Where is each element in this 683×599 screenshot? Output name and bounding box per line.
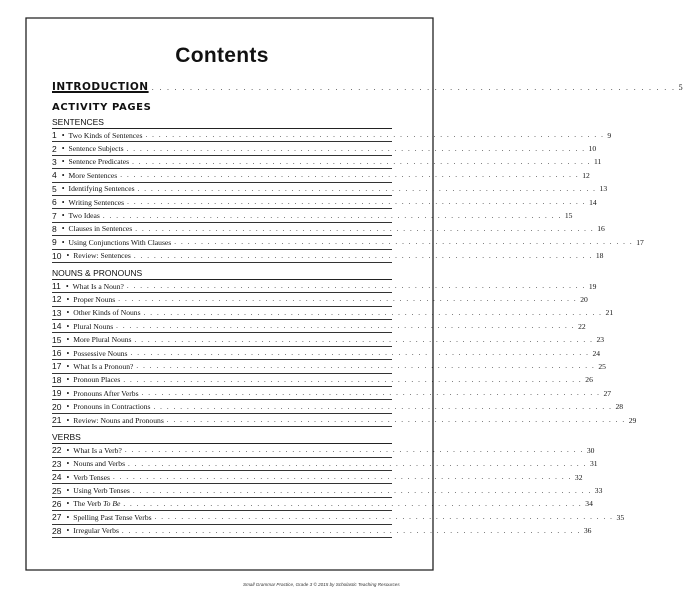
page-number: 31 — [589, 459, 598, 469]
section-heading: NOUNS & PRONOUNS — [52, 267, 392, 280]
activity-title-text: Two Kinds of Sentences — [68, 130, 143, 140]
activity-title — [69, 131, 143, 140]
page-number: 23 — [596, 335, 605, 345]
bullet-icon: • — [61, 157, 65, 167]
toc-row — [52, 183, 608, 196]
activity-title — [73, 526, 119, 535]
activity-number: 21 — [52, 415, 62, 425]
activity-number: 6 — [52, 197, 57, 208]
page-number: 17 — [636, 237, 644, 247]
activity-number: 9 — [52, 237, 57, 248]
activity-title-text: Irregular Verbs — [73, 526, 119, 536]
page-number: 22 — [578, 321, 586, 331]
activity-title — [69, 211, 100, 220]
activity-title-text: Using Conjunctions With Clauses — [68, 237, 172, 247]
activity-title-text: Writing Sentences — [68, 197, 125, 207]
activity-number: 13 — [52, 307, 62, 318]
toc-row — [52, 142, 597, 155]
activity-title — [73, 499, 120, 508]
toc-row — [52, 374, 593, 387]
activity-title-text: Proper Nouns — [73, 294, 116, 304]
bullet-icon: • — [61, 211, 65, 221]
page-title: Contents — [175, 44, 269, 67]
activity-title — [73, 375, 120, 384]
toc-row — [52, 236, 644, 249]
dot-leader: . . . . . . . . . . . . . . . . . . . . . . . . . . . . . . . . . . . . . . . . . . . . . . . . . . . . . . . . . . . . . . . . . . . . . — [135, 224, 595, 233]
activity-number: 27 — [52, 512, 62, 523]
activity-title — [73, 459, 125, 468]
activity-number: 2 — [52, 143, 57, 154]
activity-pages-heading: ACTIVITY PAGES — [52, 102, 152, 113]
activity-title — [73, 282, 124, 291]
dot-leader: . . . . . . . . . . . . . . . . . . . . . . . . . . . . . . . . . . . . . . . . . . . . . . . . . . . . . . . . . . . . . . . . . . . . . — [137, 184, 597, 193]
activity-number: 18 — [52, 374, 62, 385]
page-number: 25 — [598, 361, 606, 371]
toc-row — [52, 293, 588, 306]
activity-title-text: Pronouns After Verbs — [73, 388, 139, 398]
activity-title — [73, 362, 133, 371]
toc-row — [52, 444, 595, 457]
activity-number: 20 — [52, 401, 62, 412]
dot-leader: . . . . . . . . . . . . . . . . . . . . . . . . . . . . . . . . . . . . . . . . . . . . . . . . . . . . . . . . . . . . . . . . . . . . . — [153, 402, 613, 411]
bullet-icon: • — [66, 472, 70, 482]
activity-title-text: Other Kinds of Nouns — [73, 308, 141, 318]
activity-title — [73, 402, 150, 411]
activity-number: 22 — [52, 445, 62, 456]
toc-row — [52, 471, 583, 484]
activity-title-text: Two Ideas — [68, 211, 100, 221]
toc-row — [52, 209, 573, 222]
activity-number: 14 — [52, 321, 62, 332]
activity-title-text: The Verb — [73, 499, 102, 509]
page-number: 32 — [574, 472, 583, 482]
dot-leader: . . . . . . . . . . . . . . . . . . . . . . . . . . . . . . . . . . . . . . . . . . . . . . . . . . . . . . . . . . . . . . . . . . . . . — [174, 238, 634, 247]
bullet-icon: • — [66, 251, 70, 261]
toc-row — [52, 387, 612, 400]
bullet-icon: • — [61, 170, 65, 180]
bullet-icon: • — [66, 361, 70, 371]
toc-row — [52, 414, 637, 427]
toc-row — [52, 129, 612, 142]
contents-page — [52, 38, 683, 538]
bullet-icon: • — [66, 459, 70, 469]
dot-leader: . . . . . . . . . . . . . . . . . . . . . . . . . . . . . . . . . . . . . . . . . . . . . . . . . . . . . . . . . . . . . . . . . . . . . — [154, 513, 614, 522]
dot-leader: . . . . . . . . . . . . . . . . . . . . . . . . . . . . . . . . . . . . . . . . . . . . . . . . . . . . . . . . . . . . . . . . . . . . . — [102, 211, 562, 220]
toc-row — [52, 400, 624, 413]
page-number: 21 — [605, 308, 614, 318]
activity-title — [69, 171, 118, 180]
toc-row — [52, 511, 625, 524]
activity-title — [73, 322, 113, 331]
page-number: 10 — [588, 144, 597, 154]
activity-title — [73, 251, 131, 260]
bullet-icon: • — [66, 526, 70, 536]
dot-leader: . . . . . . . . . . . . . . . . . . . . . . . . . . . . . . . . . . . . . . . . . . . . . . . . . . . . . . . . . . . . . . . . . . . . . — [145, 131, 605, 140]
toc-sections — [52, 116, 644, 538]
activity-title — [69, 184, 135, 193]
activity-title — [73, 349, 127, 358]
activity-number: 28 — [52, 525, 62, 536]
toc-row — [52, 156, 602, 169]
toc-row — [52, 196, 597, 209]
page-number: 35 — [616, 512, 625, 522]
dot-leader: . . . . . . . . . . . . . . . . . . . . . . . . . . . . . . . . . . . . . . . . . . . . . . . . . . . . . . . . . . . . . . . . . . . . . — [118, 295, 578, 304]
activity-number: 5 — [52, 183, 57, 194]
activity-title-text: Review: Sentences — [73, 251, 131, 261]
toc-row — [52, 525, 592, 538]
footer-credit: Small Grammar Practice, Grade 3 © 2015 by Scholastic Teaching Resources — [243, 582, 400, 587]
dot-leader: . . . . . . . . . . . . . . . . . . . . . . . . . . . . . . . . . . . . . . . . . . . . . . . . . . . . . . . . . . . . . . . . . . . . . — [141, 389, 601, 398]
page-number: 19 — [588, 281, 597, 291]
activity-title-text: Review: Nouns and Pronouns — [73, 415, 164, 425]
section-heading: VERBS — [52, 431, 392, 444]
bullet-icon: • — [66, 499, 70, 509]
activity-title-text: Sentence Subjects — [68, 144, 124, 154]
dot-leader: . . . . . . . . . . . . . . . . . . . . . . . . . . . . . . . . . . . . . . . . . . . . . . . . . . . . . . . . . . . . . . . . . . . . . — [166, 416, 626, 424]
bullet-icon: • — [61, 237, 65, 247]
activity-title — [73, 335, 131, 344]
dot-leader: . . . . . . . . . . . . . . . . . . . . . . . . . . . . . . . . . . . . . . . . . . . . . . . . . . . . . . . . . . . . . . . . . . . . . — [143, 308, 603, 317]
page-number: 30 — [586, 445, 595, 455]
bullet-icon: • — [66, 388, 70, 398]
page-number: 13 — [599, 184, 608, 194]
page-number: 26 — [585, 375, 593, 385]
toc-introduction — [52, 81, 683, 95]
bullet-icon: • — [66, 445, 70, 455]
activity-number: 7 — [52, 210, 57, 221]
activity-number: 24 — [52, 472, 62, 483]
dot-leader: . . . . . . . . . . . . . . . . . . . . . . . . . . . . . . . . . . . . . . . . . . . . . . . . . . . . . . . . . . . . . . . . . . . . . — [132, 157, 592, 166]
activity-title — [73, 513, 151, 522]
toc-row — [52, 280, 597, 293]
activity-title-text: More Plural Nouns — [73, 335, 132, 345]
bullet-icon: • — [61, 144, 65, 154]
activity-title — [69, 144, 124, 153]
dot-leader: . . . . . . . . . . . . . . . . . . . . . . . . . . . . . . . . . . . . . . . . . . . . . . . . . . . . . . . . . . . . . . . . . . . . . — [134, 335, 594, 344]
dot-leader: . . . . . . . . . . . . . . . . . . . . . . . . . . . . . . . . . . . . . . . . . . . . . . . . . . . . . . . . . . . . . . . . . . . . . — [151, 84, 676, 92]
dot-leader: . . . . . . . . . . . . . . . . . . . . . . . . . . . . . . . . . . . . . . . . . . . . . . . . . . . . . . . . . . . . . . . . . . . . . — [128, 459, 587, 468]
dot-leader: . . . . . . . . . . . . . . . . . . . . . . . . . . . . . . . . . . . . . . . . . . . . . . . . . . . . . . . . . . . . . . . . . . . . . — [132, 486, 592, 495]
toc-row — [52, 307, 614, 320]
activity-number: 25 — [52, 485, 62, 496]
activity-title-text: Nouns and Verbs — [73, 459, 126, 469]
activity-number: 15 — [52, 334, 62, 345]
activity-title-text: Sentence Predicates — [68, 157, 130, 167]
toc-row — [52, 360, 606, 373]
dot-leader: . . . . . . . . . . . . . . . . . . . . . . . . . . . . . . . . . . . . . . . . . . . . . . . . . . . . . . . . . . . . . . . . . . . . . — [121, 526, 581, 535]
activity-title — [73, 308, 140, 317]
dot-leader: . . . . . . . . . . . . . . . . . . . . . . . . . . . . . . . . . . . . . . . . . . . . . . . . . . . . . . . . . . . . . . . . . . . . . — [116, 322, 576, 331]
activity-title-text: What Is a Pronoun? — [73, 361, 134, 371]
bullet-icon: • — [66, 294, 70, 304]
page-number: 15 — [564, 211, 573, 221]
activity-number: 23 — [52, 458, 62, 469]
activity-number: 11 — [52, 281, 61, 292]
bullet-icon: • — [61, 224, 65, 234]
activity-title-text: What Is a Verb? — [73, 445, 122, 455]
activity-title — [73, 486, 130, 495]
page-number: 34 — [585, 499, 593, 509]
dot-leader: . . . . . . . . . . . . . . . . . . . . . . . . . . . . . . . . . . . . . . . . . . . . . . . . . . . . . . . . . . . . . . . . . . . . . — [123, 375, 583, 384]
activity-title-text: Identifying Sentences — [68, 184, 135, 194]
page-number: 28 — [615, 402, 624, 412]
page-number: 27 — [603, 388, 612, 398]
bullet-icon: • — [66, 308, 70, 318]
dot-leader: . . . . . . . . . . . . . . . . . . . . . . . . . . . . . . . . . . . . . . . . . . . . . . . . . . . . . . . . . . . . . . . . . . . . . — [126, 144, 586, 153]
activity-number: 17 — [52, 361, 62, 372]
activity-title — [73, 473, 110, 482]
activity-title-text: Plural Nouns — [73, 321, 114, 331]
dot-leader: . . . . . . . . . . . . . . . . . . . . . . . . . . . . . . . . . . . . . . . . . . . . . . . . . . . . . . . . . . . . . . . . . . . . . — [126, 282, 586, 291]
activity-title — [73, 446, 122, 455]
activity-title-text: Pronouns in Contractions — [73, 402, 151, 412]
activity-title-text: Spelling Past Tense Verbs — [73, 512, 152, 522]
activity-title-text: Clauses in Sentences — [68, 224, 133, 234]
toc-row — [52, 250, 604, 263]
activity-title — [73, 295, 115, 304]
dot-leader: . . . . . . . . . . . . . . . . . . . . . . . . . . . . . . . . . . . . . . . . . . . . . . . . . . . . . . . . . . . . . . . . . . . . . — [120, 171, 580, 180]
page-number: 29 — [628, 415, 637, 425]
page-number: 18 — [595, 251, 604, 261]
activity-number: 26 — [52, 498, 62, 509]
bullet-icon: • — [66, 415, 70, 425]
activity-number: 16 — [52, 348, 62, 359]
toc-row — [52, 333, 605, 346]
dot-leader: . . . . . . . . . . . . . . . . . . . . . . . . . . . . . . . . . . . . . . . . . . . . . . . . . . . . . . . . . . . . . . . . . . . . . — [112, 473, 572, 482]
activity-number: 8 — [52, 223, 57, 234]
introduction-page: 5 — [678, 83, 683, 92]
page-number: 24 — [592, 348, 601, 358]
page-number: 33 — [594, 486, 603, 496]
bullet-icon: • — [61, 130, 65, 140]
activity-title-text: Using Verb Tenses — [73, 486, 130, 496]
toc-row — [52, 458, 598, 471]
bullet-icon: • — [66, 335, 70, 345]
activity-title-text: Verb Tenses — [73, 472, 110, 482]
toc-row — [52, 223, 605, 236]
dot-leader: . . . . . . . . . . . . . . . . . . . . . . . . . . . . . . . . . . . . . . . . . . . . . . . . . . . . . . . . . . . . . . . . . . . . . — [136, 362, 596, 371]
section-heading: SENTENCES — [52, 116, 392, 129]
page-number: 12 — [582, 170, 590, 180]
activity-title — [73, 389, 138, 398]
bullet-icon: • — [66, 375, 70, 385]
activity-title-text: More Sentences — [68, 170, 118, 180]
bullet-icon: • — [66, 321, 70, 331]
page-number: 11 — [594, 157, 602, 167]
activity-number: 12 — [52, 294, 62, 305]
bullet-icon: • — [66, 348, 70, 358]
page-number: 14 — [589, 197, 597, 207]
introduction-label: INTRODUCTION — [52, 81, 149, 93]
bullet-icon: • — [66, 402, 70, 412]
bullet-icon: • — [61, 197, 65, 207]
activity-title-text: What Is a Noun? — [72, 281, 124, 291]
activity-number: 1 — [52, 130, 57, 141]
bullet-icon: • — [66, 512, 70, 522]
bullet-icon: • — [61, 184, 65, 194]
activity-title — [69, 224, 133, 233]
activity-number: 4 — [52, 170, 57, 181]
bullet-icon: • — [66, 486, 70, 496]
page-number: 36 — [583, 526, 592, 536]
activity-number: 3 — [52, 156, 57, 167]
page-number: 16 — [597, 224, 605, 234]
activity-title — [69, 238, 172, 247]
activity-title-text: Possessive Nouns — [73, 348, 128, 358]
page-number: 20 — [580, 294, 588, 304]
activity-number: 19 — [52, 388, 62, 399]
activity-title — [69, 198, 125, 207]
toc-row — [52, 169, 590, 182]
toc-row — [52, 484, 603, 497]
activity-title-text: Pronoun Places — [73, 375, 121, 385]
dot-leader: . . . . . . . . . . . . . . . . . . . . . . . . . . . . . . . . . . . . . . . . . . . . . . . . . . . . . . . . . . . . . . . . . . . . . — [130, 349, 590, 358]
toc-row — [52, 498, 593, 511]
toc-row — [52, 347, 601, 360]
page-number: 9 — [607, 130, 612, 140]
activity-title — [69, 157, 130, 166]
dot-leader: . . . . . . . . . . . . . . . . . . . . . . . . . . . . . . . . . . . . . . . . . . . . . . . . . . . . . . . . . . . . . . . . . . . . . — [127, 198, 587, 207]
activity-title — [73, 416, 164, 425]
dot-leader: . . . . . . . . . . . . . . . . . . . . . . . . . . . . . . . . . . . . . . . . . . . . . . . . . . . . . . . . . . . . . . . . . . . . . — [133, 251, 593, 260]
bullet-icon: • — [65, 281, 69, 291]
dot-leader: . . . . . . . . . . . . . . . . . . . . . . . . . . . . . . . . . . . . . . . . . . . . . . . . . . . . . . . . . . . . . . . . . . . . . — [124, 446, 584, 455]
activity-title-italic: To Be — [103, 499, 121, 509]
activity-number: 10 — [52, 250, 62, 261]
toc-row — [52, 320, 586, 333]
dot-leader: . . . . . . . . . . . . . . . . . . . . . . . . . . . . . . . . . . . . . . . . . . . . . . . . . . . . . . . . . . . . . . . . . . . . . — [123, 499, 583, 508]
